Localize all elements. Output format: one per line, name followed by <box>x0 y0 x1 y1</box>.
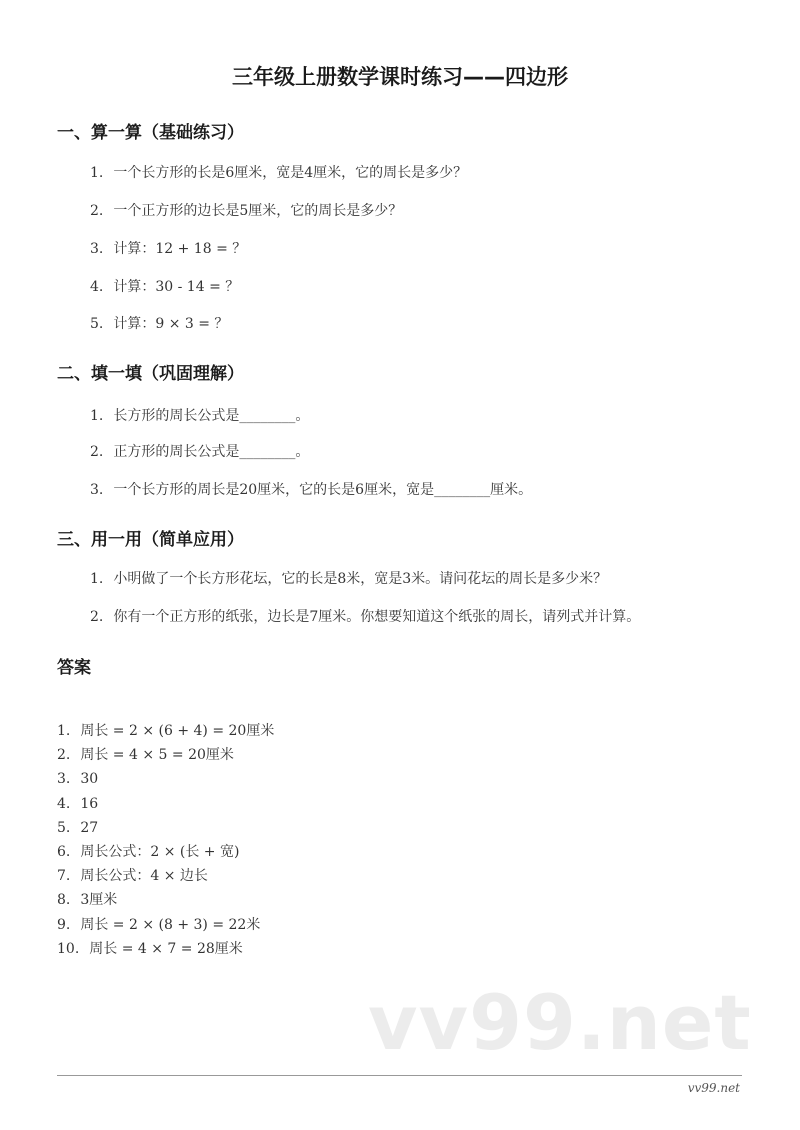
answer-item <box>57 845 239 859</box>
answer-text: 3厘米 <box>80 892 118 909</box>
question-1-5 <box>90 317 228 331</box>
answer-number: 10. <box>57 940 80 957</box>
question-text: 正方形的周长公式是________。 <box>113 444 310 460</box>
answer-item <box>57 942 243 956</box>
answer-text: 周长公式：4 × 边长 <box>80 868 208 885</box>
answer-number: 5. <box>57 819 71 836</box>
answer-item <box>57 748 234 762</box>
question-text: 计算：30 - 14 = ？ <box>113 279 240 295</box>
question-text: 计算：12 + 18 = ？ <box>113 241 247 257</box>
section-heading-1: 一、算一算（基础练习） <box>57 123 244 143</box>
answer-number: 9. <box>57 916 71 933</box>
question-number: 2. <box>90 444 104 460</box>
question-text: 小明做了一个长方形花坛，它的长是8米，宽是3米。请问花坛的周长是多少米？ <box>113 571 608 587</box>
question-text: 一个长方形的长是6厘米，宽是4厘米，它的周长是多少？ <box>113 165 468 181</box>
question-number: 3. <box>90 241 104 257</box>
question-number: 2. <box>90 203 104 219</box>
answers-heading: 答案 <box>57 658 91 678</box>
answer-text: 30 <box>80 771 99 788</box>
question-text: 计算：9 × 3 = ？ <box>113 316 229 332</box>
question-number: 4. <box>90 279 104 295</box>
question-text: 一个长方形的周长是20厘米，它的长是6厘米，宽是________厘米。 <box>113 482 533 498</box>
question-1-4 <box>90 280 239 294</box>
watermark: vv99.net <box>368 978 752 1067</box>
question-3-2 <box>90 610 640 624</box>
answer-item <box>57 918 260 932</box>
answer-item <box>57 821 98 835</box>
question-number: 1. <box>90 571 104 587</box>
question-text: 你有一个正方形的纸张，边长是7厘米。你想要知道这个纸张的周长，请列式并计算。 <box>113 609 641 625</box>
answer-number: 7. <box>57 868 71 885</box>
question-2-3 <box>90 483 532 497</box>
section-heading-2: 二、填一填（巩固理解） <box>57 364 244 384</box>
section-heading-3: 三、用一用（简单应用） <box>57 530 244 550</box>
question-number: 2. <box>90 609 104 625</box>
question-1-3 <box>90 242 246 256</box>
answer-number: 8. <box>57 892 71 909</box>
answer-text: 周长 = 2 × (6 + 4) = 20厘米 <box>80 723 275 739</box>
question-3-1 <box>90 572 607 586</box>
answer-text: 16 <box>80 795 99 812</box>
answer-text: 周长 = 4 × 7 = 28厘米 <box>89 940 243 957</box>
question-text: 长方形的周长公式是________。 <box>113 408 310 424</box>
question-number: 1. <box>90 408 104 424</box>
question-2-2 <box>90 445 309 459</box>
question-text: 一个正方形的边长是5厘米，它的周长是多少？ <box>113 203 403 219</box>
answer-item <box>57 893 117 907</box>
question-2-1 <box>90 409 309 423</box>
answer-item <box>57 724 274 738</box>
question-number: 5. <box>90 316 104 332</box>
answer-number: 1. <box>57 723 71 739</box>
answer-number: 3. <box>57 771 71 788</box>
question-number: 1. <box>90 165 104 181</box>
question-number: 3. <box>90 482 104 498</box>
answer-item <box>57 772 98 786</box>
question-1-2 <box>90 204 402 218</box>
question-1-1 <box>90 166 467 180</box>
answer-item <box>57 869 208 883</box>
answer-number: 2. <box>57 747 71 764</box>
answer-text: 27 <box>80 819 99 836</box>
page-title: 三年级上册数学课时练习——四边形 <box>232 65 568 89</box>
answer-text: 周长 = 2 × (8 + 3) = 22米 <box>80 916 261 933</box>
answer-number: 6. <box>57 844 71 860</box>
answer-text: 周长 = 4 × 5 = 20厘米 <box>80 747 234 764</box>
footer-divider <box>57 1075 742 1076</box>
answer-number: 4. <box>57 795 71 812</box>
footer-site: vv99.net <box>687 1081 740 1095</box>
answer-item <box>57 797 98 811</box>
answer-text: 周长公式：2 × (长 + 宽) <box>80 844 240 860</box>
